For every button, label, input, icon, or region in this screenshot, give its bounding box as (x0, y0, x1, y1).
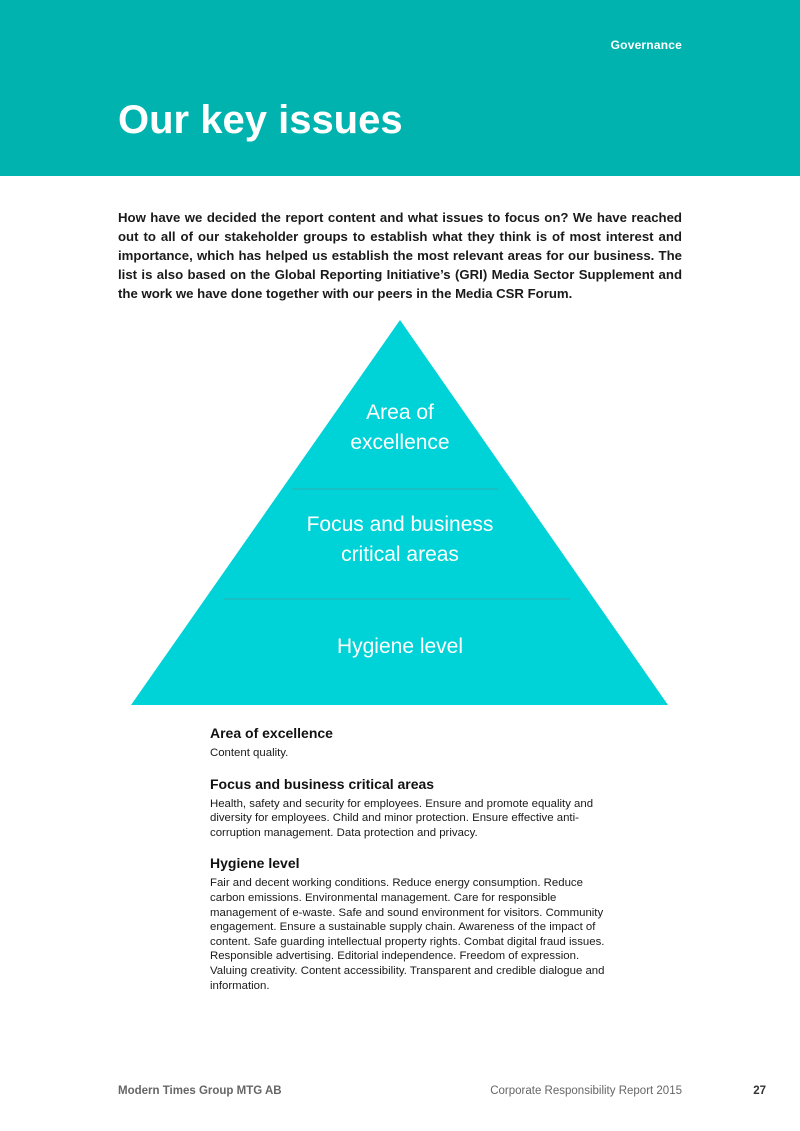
tier-label-line: Focus and business (306, 513, 494, 536)
description-heading: Hygiene level (210, 855, 300, 872)
page-number: 27 (753, 1085, 766, 1097)
tier-label-line: Hygiene level (336, 635, 464, 658)
footer-company: Modern Times Group MTG AB (118, 1085, 282, 1097)
description-text: Fair and decent working conditions. Reduce energy consumption. Reduce carbon emissions. Environmental management. Care for responsible management of e-waste. Safe and sound environment for visitors. Community engagement. Ensure a sustainable supply chain. Awareness of the impact of content. Safe guarding intellectual property rights. Combat digital fraud issues. Responsible advertising. Editorial independence. Freedom of expression. Valuing creativity. Content accessibility. Transparent and credible dialogue and information. (210, 877, 605, 992)
key-issues-pyramid (120, 312, 680, 712)
page-title: Our key issues (118, 98, 403, 142)
description-hygiene-level (210, 854, 610, 993)
tier-descriptions (210, 724, 610, 1007)
description-heading: Focus and business critical areas (210, 775, 435, 792)
description-text: Health, safety and security for employees. Ensure and promote equality and diversity for employees. Child and minor protection. Ensure effective anti-corruption management. Data protection and privacy. (210, 797, 594, 839)
section-label: Governance (610, 38, 682, 52)
tier-label-line: critical areas (341, 543, 459, 566)
tier-label-line: Area of (366, 401, 434, 424)
header-banner (0, 0, 800, 176)
intro-paragraph: How have we decided the report content and what issues to focus on? We have reached out to all of our stakeholder groups to establish what they think is of most interest and importance, which has helped us establish the most relevant areas for our business. The list is also based on the Global Reporting Initiative’s (GRI) Media Sector Supplement and the work we have done together with our peers in the Media CSR Forum. (118, 210, 682, 301)
description-focus-areas (210, 775, 610, 841)
tier-label-hygiene-level (120, 632, 680, 662)
description-heading: Area of excellence (210, 725, 333, 741)
tier-label-area-of-excellence (120, 398, 680, 458)
tier-label-line: excellence (350, 431, 450, 454)
description-area-of-excellence (210, 724, 610, 761)
tier-label-focus-areas (120, 510, 680, 570)
footer-report-title: Corporate Responsibility Report 2015 (490, 1085, 682, 1097)
description-text: Content quality. (210, 747, 289, 759)
